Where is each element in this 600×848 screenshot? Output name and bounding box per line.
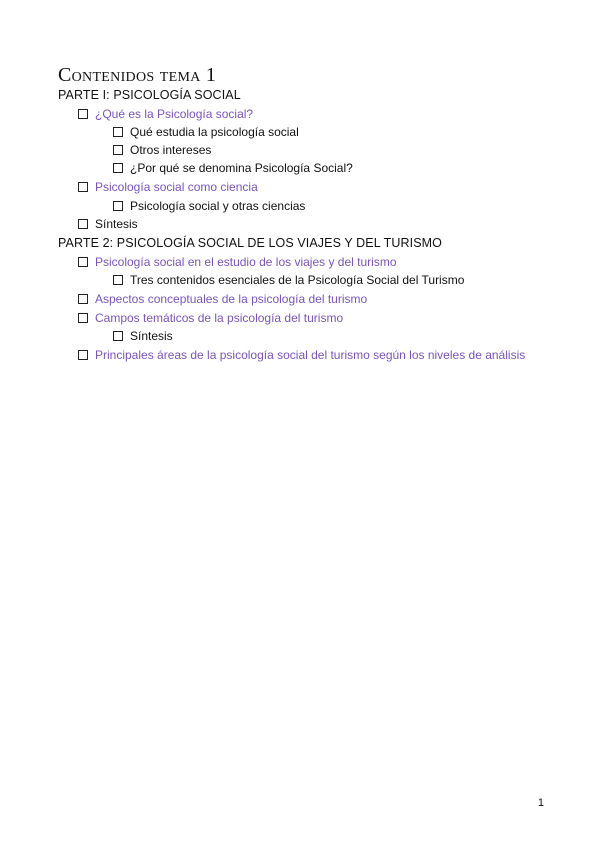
toc-text: Tres contenidos esenciales de la Psicología Social del Turismo — [130, 273, 465, 287]
checkbox-icon[interactable] — [113, 127, 123, 137]
toc-text: Síntesis — [130, 329, 173, 343]
toc-item[interactable] — [78, 107, 253, 121]
toc-subitem — [113, 125, 299, 139]
toc-item[interactable] — [78, 311, 343, 325]
checkbox-icon[interactable] — [113, 163, 123, 173]
checkbox-icon[interactable] — [78, 350, 88, 360]
toc-link[interactable]: ¿Qué es la Psicología social? — [95, 107, 254, 121]
toc-item[interactable] — [78, 292, 367, 306]
checkbox-icon[interactable] — [78, 313, 88, 323]
checkbox-icon[interactable] — [78, 182, 88, 192]
checkbox-icon[interactable] — [113, 145, 123, 155]
toc-text: Síntesis — [95, 217, 138, 231]
toc-link[interactable]: Psicología social en el estudio de los viajes y del turismo — [95, 255, 397, 269]
toc-subitem — [113, 329, 173, 343]
checkbox-icon[interactable] — [78, 219, 88, 229]
part-2-heading: PARTE 2: PSICOLOGÍA SOCIAL DE LOS VIAJES Y DEL TURISMO — [58, 236, 443, 250]
checkbox-icon[interactable] — [78, 257, 88, 267]
toc-subitem — [113, 161, 353, 175]
toc-item[interactable] — [78, 255, 397, 269]
checkbox-icon[interactable] — [78, 294, 88, 304]
toc-subitem — [113, 273, 464, 287]
toc-link[interactable]: Campos temáticos de la psicología del turismo — [95, 311, 344, 325]
toc-item — [78, 217, 138, 231]
toc-link[interactable]: Aspectos conceptuales de la psicología del turismo — [95, 292, 368, 306]
toc-item[interactable] — [78, 348, 525, 362]
toc-link[interactable]: Principales áreas de la psicología social del turismo según los niveles de análisis — [95, 348, 526, 362]
page-title: Contenidos tema 1 — [58, 64, 217, 86]
toc-item[interactable] — [78, 180, 258, 194]
part-1-heading: PARTE I: PSICOLOGÍA SOCIAL — [58, 88, 241, 102]
toc-subitem — [113, 199, 305, 213]
toc-text: Psicología social y otras ciencias — [130, 199, 306, 213]
toc-subitem — [113, 143, 211, 157]
toc-text: ¿Por qué se denomina Psicología Social? — [130, 161, 353, 175]
checkbox-icon[interactable] — [113, 275, 123, 285]
checkbox-icon[interactable] — [113, 331, 123, 341]
toc-text: Otros intereses — [130, 143, 212, 157]
checkbox-icon[interactable] — [113, 201, 123, 211]
page-number: 1 — [537, 797, 544, 809]
toc-text: Qué estudia la psicología social — [130, 125, 299, 139]
toc-link[interactable]: Psicología social como ciencia — [95, 180, 258, 194]
checkbox-icon[interactable] — [78, 109, 88, 119]
